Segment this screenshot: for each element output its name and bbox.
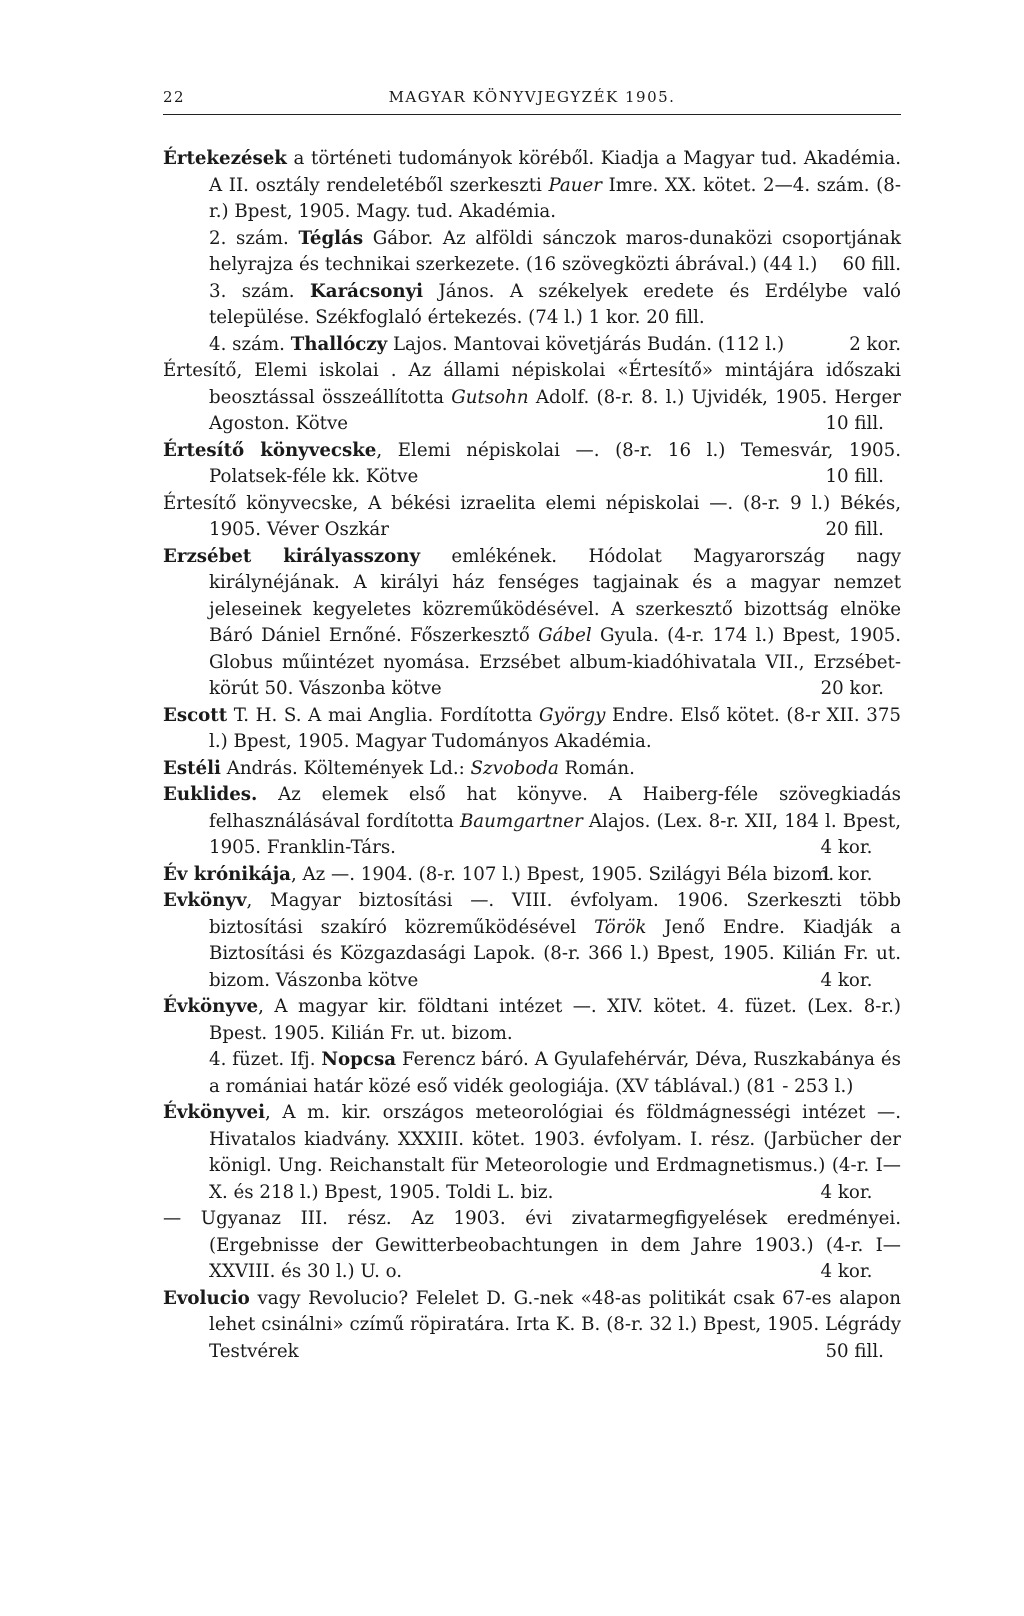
running-title: MAGYAR KÖNYVJEGYZÉK 1905. bbox=[388, 88, 676, 106]
entry-teglas: 2. szám. Téglás Gábor. Az alföldi sánczok maros-dunaközi csoportjának helyrajza és technikai szerkezete. (16 szövegközti ábrával.) (44 l.) 60 fill. bbox=[209, 227, 901, 275]
entry-evolucio: Evolucio vagy Revolucio? Felelet D. G.-nek «48-as politikát csak 67-es alapon lehet csinálni» czímű röpiratára. Irta K. B. (8-r. 32 l.) Bpest, 1905. Légrády Testvérek 50 fill. bbox=[163, 1287, 901, 1362]
entry-ertesito-konyvecske-bekes: Értesítő könyvecske, A békési izraelita elemi népiskolai —. (8-r. 9 l.) Békés, 1905. Véver Oszkár 20 fill. bbox=[163, 492, 901, 540]
entry-nopcsa: 4. füzet. Ifj. Nopcsa Ferencz báró. A Gyulafehérvár, Déva, Ruszkabánya és a romániai határ közé eső vidék geologiája. (XV táblával.) (81 - 253 l.) bbox=[209, 1049, 901, 1097]
entry-euklides: Euklides. Az elemek első hat könyve. A Haiberg-féle szövegkiadás felhasználásával fordította Baumgartner Alajos. (Lex. 8-r. XII, 184 l. Bpest, 1905. Franklin-Társ. 4 kor. bbox=[163, 784, 901, 858]
entry-erzsebet: Erzsébet királyasszony emlékének. Hódolat Magyarország nagy királynéjának. A királyi ház fenséges tagjainak és a magyar nemzet jeleseinek kegyeletes közreműködésével. A szerkesztő bizottság elnöke Báró Dániel Ernőné. Főszerkesztő Gábel Gyula. (4-r. 174 l.) Bpest, 1905. Globus műintézet nyomása. Erzsébet album-kiadóhivatala VII., Erzsébet-körút 50. Vászonba kötve 20 kor. bbox=[163, 545, 902, 699]
entry-escott: Escott T. H. S. A mai Anglia. Fordította György Endre. Első kötet. (8-r XII. 375 l.) Bpest, 1905. Magyar Tudományos Akadémia. bbox=[163, 704, 901, 752]
entry-ertekezesek: Értekezések a történeti tudományok köréből. Kiadja a Magyar tud. Akadémia. A II. osztály rendeletéből szerkeszti Pauer Imre. XX. kötet. 2—4. szám. (8-r.) Bpest, 1905. Magy. tud. Akadémia. bbox=[163, 148, 901, 222]
entry-thalloczy: 4. szám. Thallóczy Lajos. Mantovai követjárás Budán. (112 l.) 2 kor. bbox=[209, 333, 901, 355]
entry-evkonyve-foldtani: Évkönyve, A magyar kir. földtani intézet —. XIV. kötet. 4. füzet. (Lex. 8-r.) Bpest. 1905. Kilián Fr. ut. bizom. bbox=[163, 996, 901, 1044]
entry-esteli: Estéli András. Költemények Ld.: Szvoboda Román. bbox=[163, 757, 635, 779]
entry-ugyanaz: — Ugyanaz III. rész. Az 1903. évi zivatarmegfigyelések eredményei. (Ergebnisse der Gewitterbeobachtungen in dem Jahre 1903.) (4-r. I—XXVIII. és 30 l.) U. o. 4 kor. bbox=[163, 1208, 901, 1282]
entry-karacsonyi: 3. szám. Karácsonyi János. A székelyek eredete és Erdélybe való települése. Székfoglaló értekezés. (74 l.) 1 kor. 20 fill. bbox=[209, 280, 901, 328]
entry-ertesito-konyvecske-temesvar: Értesítő könyvecske, Elemi népiskolai —. (8-r. 16 l.) Temesvár, 1905. Polatsek-féle kk. Kötve 10 fill. bbox=[163, 439, 901, 487]
running-header bbox=[163, 84, 901, 114]
entry-ertesito-elemi: Értesítő, Elemi iskolai . Az állami népiskolai «Értesítő» mintájára időszaki beosztással összeállította Gutsohn Adolf. (8-r. 8. l.) Ujvidék, 1905. Herger Agoston. Kötve 10 fill. bbox=[163, 360, 901, 434]
page-number: 22 bbox=[163, 88, 186, 106]
header-rule bbox=[163, 114, 901, 115]
entry-ev-kronikaja: Év krónikája, Az —. 1904. (8-r. 107 l.) Bpest, 1905. Szilágyi Béla bizom. 1 kor. bbox=[163, 863, 873, 885]
entry-evkonyv-biztositasi: Evkönyv, Magyar biztosítási —. VIII. évfolyam. 1906. Szerkeszti több biztosítási szakíró közreműködésével Török Jenő Endre. Kiadják a Biztosítási és Közgazdasági Lapok. (8-r. 366 l.) Bpest, 1905. Kilián Fr. ut. bizom. Vászonba kötve 4 kor. bbox=[163, 890, 901, 991]
entry-evkonyvei-meteorologiai: Évkönyvei, A m. kir. országos meteorológiai és földmágnességi intézet —. Hivatalos kiadvány. XXXIII. kötet. 1903. évfolyam. I. rész. (Jarbücher der königl. Ung. Reichanstalt für Meteorologie und Erdmagnetismus.) (4-r. I—X. és 218 l.) Bpest, 1905. Toldi L. biz. 4 kor. bbox=[163, 1102, 901, 1203]
bibliography-entries bbox=[163, 146, 901, 1365]
